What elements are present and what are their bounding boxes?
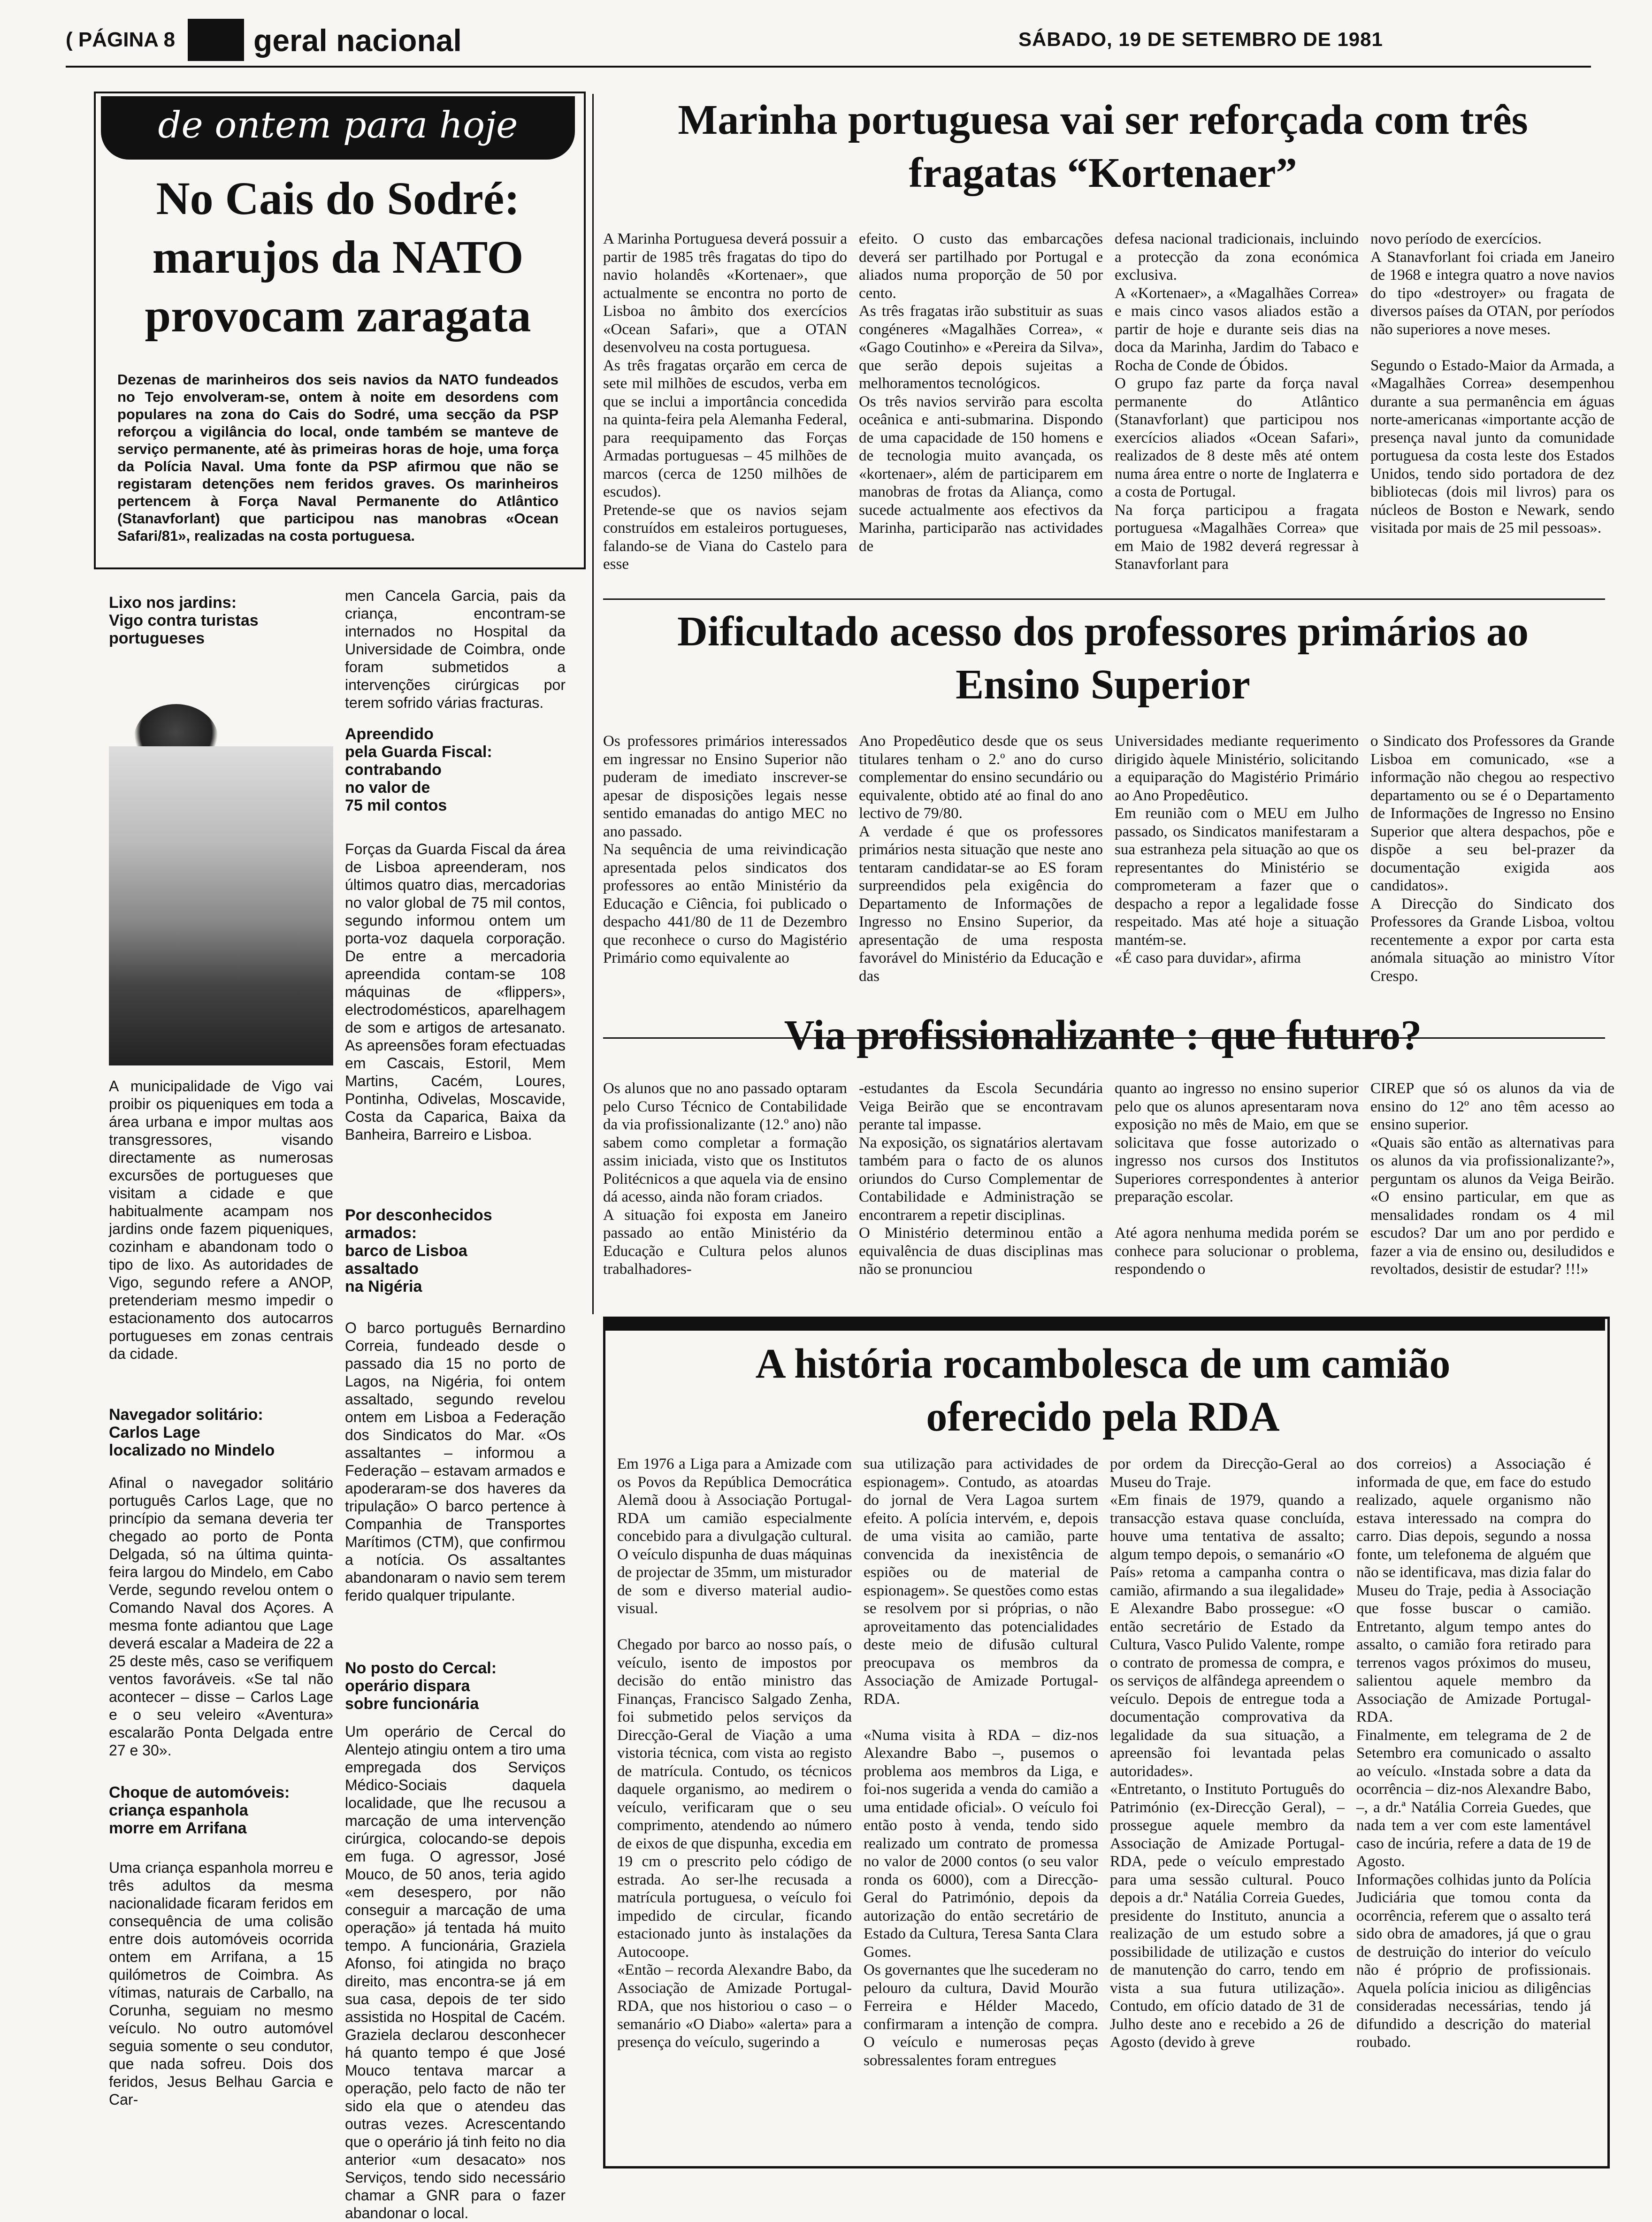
issue-date: SÁBADO, 19 DE SETEMBRO DE 1981 bbox=[1018, 28, 1383, 50]
vigo-photo bbox=[109, 746, 333, 1065]
rda-col-4: dos correios) a Associação é informada de que, em face do estudo realizado, aquele organismo não estava interessado na compra do carro. Dias depois, segundo a nossa fonte, um telefonema de alguém que não se identificava, mas dizia falar do Museu do Traje, pedia à Associação que fosse buscar o camião. Entretanto, algum tempo antes do assalto, o camião fora retirado para terrenos vagos próximos do museu, salientou aquele membro da Associação de Amizade Portugal-RDA. Finalmente, em telegrama de 2 de Setembro era comunicado o assalto ao veículo. «Instada sobre a data da ocorrência – diz-nos Alexandre Babo, –, a dr.ª Natália Correia Guedes, que nada tem a ver com este lamentável caso de incúria, refere a data de 19 de Agosto. Informações colhidas junto da Polícia Judiciária que tomou conta da ocorrência, referem que o assalto terá sido obra de amadores, já que o grau de destruição do interior do veículo não é próprio de profissionais. Aquela polícia iniciou as diligências consideradas necessárias, tendo já difundido a descrição do material roubado. bbox=[1356, 1456, 1591, 2051]
rda-headline: A história rocambolesca de um camião oferecido pela RDA bbox=[755, 1341, 1451, 1440]
banner-text: de ontem para hoje bbox=[158, 104, 518, 146]
barco-text: O barco português Bernardino Correia, fundeado desde o passado dia 15 no porto de Lagos, na Nigéria, foi ontem assaltado, segundo revelou ontem em Lisboa a Federação dos Sindicatos do Mar. «Os assaltantes – informou a Federação – estavam armados e apoderaram-se dos haveres da tripulação» O barco pertence à Companhia de Transportes Marítimos (CTM), que confirmou a notícia. Os assaltantes abandonaram o navio sem terem ferido qualquer tripulante. bbox=[345, 1319, 566, 1604]
choque-subhead: Choque de automóveis: criança espanhola morre em Arrifana bbox=[109, 1784, 290, 1837]
column-divider bbox=[592, 94, 594, 1314]
rda-col-2: sua utilização para actividades de espionagem». Contudo, as atoardas do jornal de Vera Lagoa surtem efeito. A polícia intervém, e, depois de uma visita ao camião, parte convencida da inexistência de espiões ou de material de espionagem». Se questões como estas se resolvem por si próprias, o não aproveitamento das potencialidades deste meio de difusão cultural preocupava os membros da Associação de Amizade Portugal-RDA. «Numa visita à RDA – diz-nos Alexandre Babo –, pusemos o problema aos membros da Liga, e foi-nos sugerida a venda do camião a uma entidade oficial». O veículo foi então posto à venda, tendo sido realizado um contrato de promessa no valor de 2000 contos (o seu valor ronda os 6000), com a Direcção-Geral do Património, depois da autorização do então secretário de Estado da Cultura, Teresa Santa Clara Gomes. Os governantes que lhe sucederam no pelouro da cultura, David Mourão Ferreira e Hélder Macedo, confirmaram a intenção de compra. O veículo e numerosas peças sobressalentes foram entregues bbox=[864, 1456, 1098, 2069]
lixo-text-cont: men Cancela Garcia, pais da criança, encontram-se internados no Hospital da Universidade de Coimbra, onde foram submetidos a intervenções cirúrgicas por terem sofrido várias fracturas. bbox=[345, 587, 566, 711]
rda-col-3: por ordem da Direcção-Geral ao Museu do Traje. «Em finais de 1979, quando a transacção estava quase concluída, houve uma tentativa de assalto; algum tempo depois, o semanário «O País» retoma a campanha contra o camião, afirmando a sua ilegalidade» E Alexandre Babo prossegue: «O então secretário de Estado da Cultura, Vasco Pulido Valente, rompe o contrato de promessa de compra, e os serviços de alfândega apreendem o veículo. Depois de entregue toda a documentação comprovativa da legalidade da sua situação, a apreensão foi levantada pelas autoridades». «Entretanto, o Instituto Português do Património (ex-Direcção Geral), – prossegue aquele membro da Associação de Amizade Portugal-RDA, pede o veículo emprestado para uma sessão cultural. Pouco depois a dr.ª Natália Correia Guedes, presidente do Instituto, anuncia a realização de um estudo sobre a possibilidade de utilização e custos de manutenção do carro, tendo em vista a sua futura utilização». Contudo, em ofício datado de 31 de Julho deste ano e recebido a 26 de Agosto (devido à greve bbox=[1110, 1456, 1345, 2051]
marinha-col-4: novo período de exercícios. A Stanavforlant foi criada em Janeiro de 1968 e integra quatro a nove navios do tipo «destroyer» ou fragata de diversos países da OTAN, por períodos não superiores a nove meses. Segundo o Estado-Maior da Armada, a «Magalhães Correa» desempenhou durante a sua permanência em águas norte-americanas «importante acção de presença naval junto da comunidade portuguesa da costa leste dos Estados Unidos, tendo sido portadora de dez bibliotecas (dois mil livros) para os núcleos de Boston e Newark, sendo visitada por mais de 25 mil pessoas». bbox=[1370, 230, 1614, 536]
via-col-2: -estudantes da Escola Secundária Veiga Beirão que se encontravam perante tal impasse. Na exposição, os signatários alertavam também para o facto de os alunos oriundos do Curso Complementar de Contabilidade e Administração se encontrarem a repetir disciplinas. O Ministério determinou então a equivalência de duas disciplinas mas não se pronunciou bbox=[859, 1080, 1103, 1278]
apreendido-text: Forças da Guarda Fiscal da área de Lisboa apreenderam, nos últimos quatro dias, mercadorias no valor global de 75 mil contos, segundo informou ontem um porta-voz daquela corporação. De entre a mercadoria apreendida contam-se 108 máquinas de «flippers», electrodomésticos, aparelhagem de som e artigos de artesanato. As apreensões foram efectuadas em Cascais, Estoril, Mem Martins, Cacém, Loures, Pontinha, Odivelas, Moscavide, Costa da Caparica, Baixa da Banheira, Barreiro e Lisboa. bbox=[345, 841, 566, 1143]
lixo-subhead: Lixo nos jardins: Vigo contra turistas portugueses bbox=[109, 594, 259, 647]
marinha-col-1: A Marinha Portuguesa deverá possuir a partir de 1985 três fragatas do tipo do navio holandês «Kortenaer», que actualmente se encontra no porto de Lisboa no âmbito dos exercícios «Ocean Safari», que a OTAN desenvolveu na costa portuguesa. As três fragatas orçarão em cerca de sete mil milhões de escudos, verba em que se inclui a importância concedida na quinta-feira pela Alemanha Federal, para reequipamento das Forças Armadas portuguesas – 45 milhões de marcos (cerca de 1250 milhões de escudos). Pretende-se que os navios sejam construídos em estaleiros portugueses, falando-se de Viana do Castelo para esse bbox=[603, 230, 847, 573]
navegador-text: Afinal o navegador solitário português Carlos Lage, que no princípio da semana deveria ter chegado ao porto de Ponta Delgada, só na última quinta-feira largou do Mindelo, em Cabo Verde, segundo revelou ontem o Comando Naval dos Açores. A mesma fonte adiantou que Lage deverá escalar a Madeira de 22 a 25 deste mês, caso se verifiquem ventos favoráveis. «Se tal não acontecer – disse – Carlos Lage e o seu veleiro «Aventura» escalarão Ponta Delgada entre 27 e 30». bbox=[109, 1474, 333, 1759]
professores-col-1: Os professores primários interessados em ingressar no Ensino Superior não puderam de imediato inscrever-se apesar de disposições legais nesse sentido emanadas do antigo MEC no ano passado. Na sequência de uma reivindicação apresentada pelos sindicatos dos professores ao então Ministério da Educação e Ciência, foi publicado o despacho 441/80 de 11 de Dezembro que reconhece o curso do Magistério Primário como equivalente ao bbox=[603, 733, 847, 966]
professores-col-3: Universidades mediante requerimento dirigido àquele Ministério, solicitando a equiparação do Magistério Primário ao Ano Propedêutico. Em reunião com o MEU em Julho passado, os Sindicatos manifestaram a sua estranheza pela situação ao que os representantes do Ministério se comprometeram a fazer que o despacho a repor a legalidade fosse respeitado. Mas até hoje a situação mantém-se. «É caso para duvidar», afirma bbox=[1115, 733, 1359, 966]
section-banner bbox=[101, 96, 575, 160]
rda-top-bar bbox=[605, 1317, 1605, 1331]
choque-text: Uma criança espanhola morreu e três adultos da mesma nacionalidade ficaram feridos em consequência de uma colisão entre dois automóveis ocorrida ontem em Arrifana, a 15 quilómetros de Coimbra. As vítimas, naturais de Carballo, na Corunha, seguiam no mesmo veículo. No outro automóvel seguia somente o seu condutor, que nada sofreu. Dois dos feridos, Jesus Belhau Garcia e Car- bbox=[109, 1859, 333, 2108]
cercal-text: Um operário de Cercal do Alentejo atingiu ontem a tiro uma empregada dos Serviços Médico-Sociais daquela localidade, que lhe recusou a marcação de uma intervenção cirúrgica, colocando-se depois em fuga. O agressor, José Mouco, de 50 anos, teria agido «em desespero, por não conseguir a marcação de uma operação» já tentada há muito tempo. A funcionária, Graziela Afonso, foi atingida no braço direito, mas encontra-se já em sua casa, depois de ter sido assistida no Hospital de Cacém. Graziela declarou desconhecer há quanto tempo é que José Mouco tentava marcar a operação, pelo facto de não ter sido ela que o atendeu das outras vezes. Acrescentando que o operário já tinh feito no dia anterior «um desacato» nos Serviços, tendo sido necessário chamar a GNR para o fazer abandonar o local. bbox=[345, 1723, 566, 2222]
marinha-col-2: efeito. O custo das embarcações deverá ser partilhado por Portugal e aliados numa proporção de 50 por cento. As três fragatas irão substituir as suas congéneres «Magalhães Correa», « «Gago Coutinho» e «Pereira da Silva», que serão depois sujeitas a melhoramentos tecnológicos. Os três navios servirão para escolta oceânica e anti-submarina. Dispondo de uma capacidade de 150 homens e de tecnologia muito avançada, os «kortenaer», além de participarem em manobras de frotas da Aliança, como sucede actualmente aos efectivos da Marinha, participarão nas actividades de bbox=[859, 230, 1103, 555]
professores-headline: Dificultado acesso dos professores primários ao Ensino Superior bbox=[677, 608, 1529, 708]
cercal-subhead: No posto do Cercal: operário dispara sobre funcionária bbox=[345, 1659, 497, 1713]
cais-headline: No Cais do Sodré: marujos da NATO provocam zaragata bbox=[145, 172, 531, 342]
marinha-rule bbox=[603, 598, 1605, 600]
page-number: ( PÁGINA 8 bbox=[66, 28, 176, 51]
section-logo bbox=[188, 19, 244, 61]
section-name: geral nacional bbox=[253, 23, 462, 58]
marinha-headline: Marinha portuguesa vai ser reforçada com três fragatas “Kortenaer” bbox=[678, 97, 1528, 196]
cais-lead: Dezenas de marinheiros dos seis navios da NATO fundeados no Tejo envolveram-se, ontem à noite em desordens com populares na zona do Cais do Sodré, uma secção da PSP reforçou a vigilância do local, onde também se manteve de serviço permanente, até às primeiras horas de hoje, uma força da Polícia Naval. Uma fonte da PSP afirmou que não se registaram detenções nem feridos graves. Os marinheiros pertencem à Força Naval Permanente do Atlântico (Stanavforlant) que participou nas manobras «Ocean Safari/81», realizadas na costa portuguesa. bbox=[117, 371, 558, 544]
marinha-col-3: defesa nacional tradicionais, incluindo a protecção da zona económica exclusiva. A «Kortenaer», a «Magalhães Correa» e mais cinco vasos aliados estão a partir de hoje e durante seis dias na doca da Marinha, Jardim do Tabaco e Rocha de Conde de Óbidos. O grupo faz parte da força naval permanente do Atlântico (Stanavforlant) que participou nos exercícios aliados «Ocean Safari», realizados de 8 deste mês até ontem numa área entre o norte de Inglaterra e a costa de Portugal. Na força participou a fragata portuguesa «Magalhães Correa» que em Maio de 1982 deverá regressar à Stanavforlant para bbox=[1115, 230, 1359, 573]
via-col-3: quanto ao ingresso no ensino superior pelo que os alunos apresentaram nova exposição no mês de Maio, em que se solicitava que fosse autorizado o ingresso nos cursos dos Institutos Superiores correspondentes à anterior preparação escolar. Até agora nenhuma medida porém se conhece para solucionar o problema, respondendo o bbox=[1115, 1080, 1359, 1278]
via-col-4: CIREP que só os alunos da via de ensino do 12º ano têm acesso ao ensino superior. «Quais são então as alternativas para os alunos da via profissionalizante?», perguntam os alunos da Veiga Beirão. «O ensino particular, em que as mensalidades rondam os 4 mil escudos? Dar um ano por perdido e fazer a via de ensino ou, desiludidos e revoltados, desistir de estudar? !!!» bbox=[1370, 1080, 1614, 1278]
rda-col-1: Em 1976 a Liga para a Amizade com os Povos da República Democrática Alemã doou à Associação Portugal-RDA um camião especialmente concebido para a divulgação cultural. O veículo dispunha de duas máquinas de projectar de 35mm, um misturador de som e diverso material audio-visual. Chegado por barco ao nosso país, o veículo, isento de impostos por decisão do então ministro das Finanças, Francisco Salgado Zenha, foi submetido pelos serviços da Direcção-Geral de Viação a uma vistoria técnica, com vista ao registo de matrícula. Contudo, os técnicos daquele organismo, ao medirem o veículo, verificaram que o seu comprimento, atendendo ao número de eixos de que dispunha, excedia em 19 cm o prescrito pelo código de estrada. Ao ser-lhe recusada a matrícula portuguesa, o veículo foi impedido de circular, ficando estacionado junto às instalações da Autocoope. «Então – recorda Alexandre Babo, da Associação de Amizade Portugal-RDA, que nos historiou o caso – o semanário «O Diabo» «alerta» para a presença do veículo, sugerindo a bbox=[617, 1456, 852, 2051]
professores-col-2: Ano Propedêutico desde que os seus titulares tenham o 2.º ano do curso complementar do ensino secundário ou equivalente, obtido até ao final do ano lectivo de 79/80. A verdade é que os professores primários nesta situação que neste ano tentaram candidatar-se ao ES foram surpreendidos pela exigência do Departamento de Informações de Ingresso no Ensino Superior, da apresentação de uma resposta favorável do Ministério da Educação e das bbox=[859, 733, 1103, 985]
lixo-text: A municipalidade de Vigo vai proibir os piqueniques em toda a área urbana e impor multas aos transgressores, visando directamente as numerosas excursões de portugueses que visitam a cidade e que habitualmente acampam nos jardins onde fazem piqueniques, cozinham e abandonam todo o tipo de lixo. As autoridades de Vigo, segundo refere a ANOP, pretenderiam mesmo impedir o estacionamento dos autocarros portugueses em zonas centrais da cidade. bbox=[109, 1078, 333, 1362]
page-header bbox=[66, 19, 1591, 61]
via-headline: Via profissionalizante : que futuro? bbox=[784, 1012, 1422, 1058]
navegador-subhead: Navegador solitário: Carlos Lage localizado no Mindelo bbox=[109, 1406, 275, 1459]
apreendido-subhead: Apreendido pela Guarda Fiscal: contrabando no valor de 75 mil contos bbox=[345, 725, 492, 814]
via-col-1: Os alunos que no ano passado optaram pelo Curso Técnico de Contabilidade da via profissionalizante (12.º ano) não sabem como completar a formação assim iniciada, visto que os Institutos Politécnicos a que aquela via de ensino dá acesso, ainda não foram criados. A situação foi exposta em Janeiro passado ao então Ministério da Educação e Cultura pelos alunos trabalhadores- bbox=[603, 1080, 847, 1278]
header-rule bbox=[66, 66, 1591, 68]
barco-subhead: Por desconhecidos armados: barco de Lisboa assaltado na Nigéria bbox=[345, 1206, 492, 1295]
professores-col-4: o Sindicato dos Professores da Grande Lisboa em comunicado, «se a informação não chegou ao respectivo departamento ou se é o Departamento de Informações de Ingresso no Ensino Superior que altera despachos, põe e dispõe a seu bel-prazer da documentação exigida aos candidatos». A Direcção do Sindicato dos Professores da Grande Lisboa, voltou recentemente a expor por carta esta anómala situação ao ministro Vítor Crespo. bbox=[1370, 733, 1614, 985]
